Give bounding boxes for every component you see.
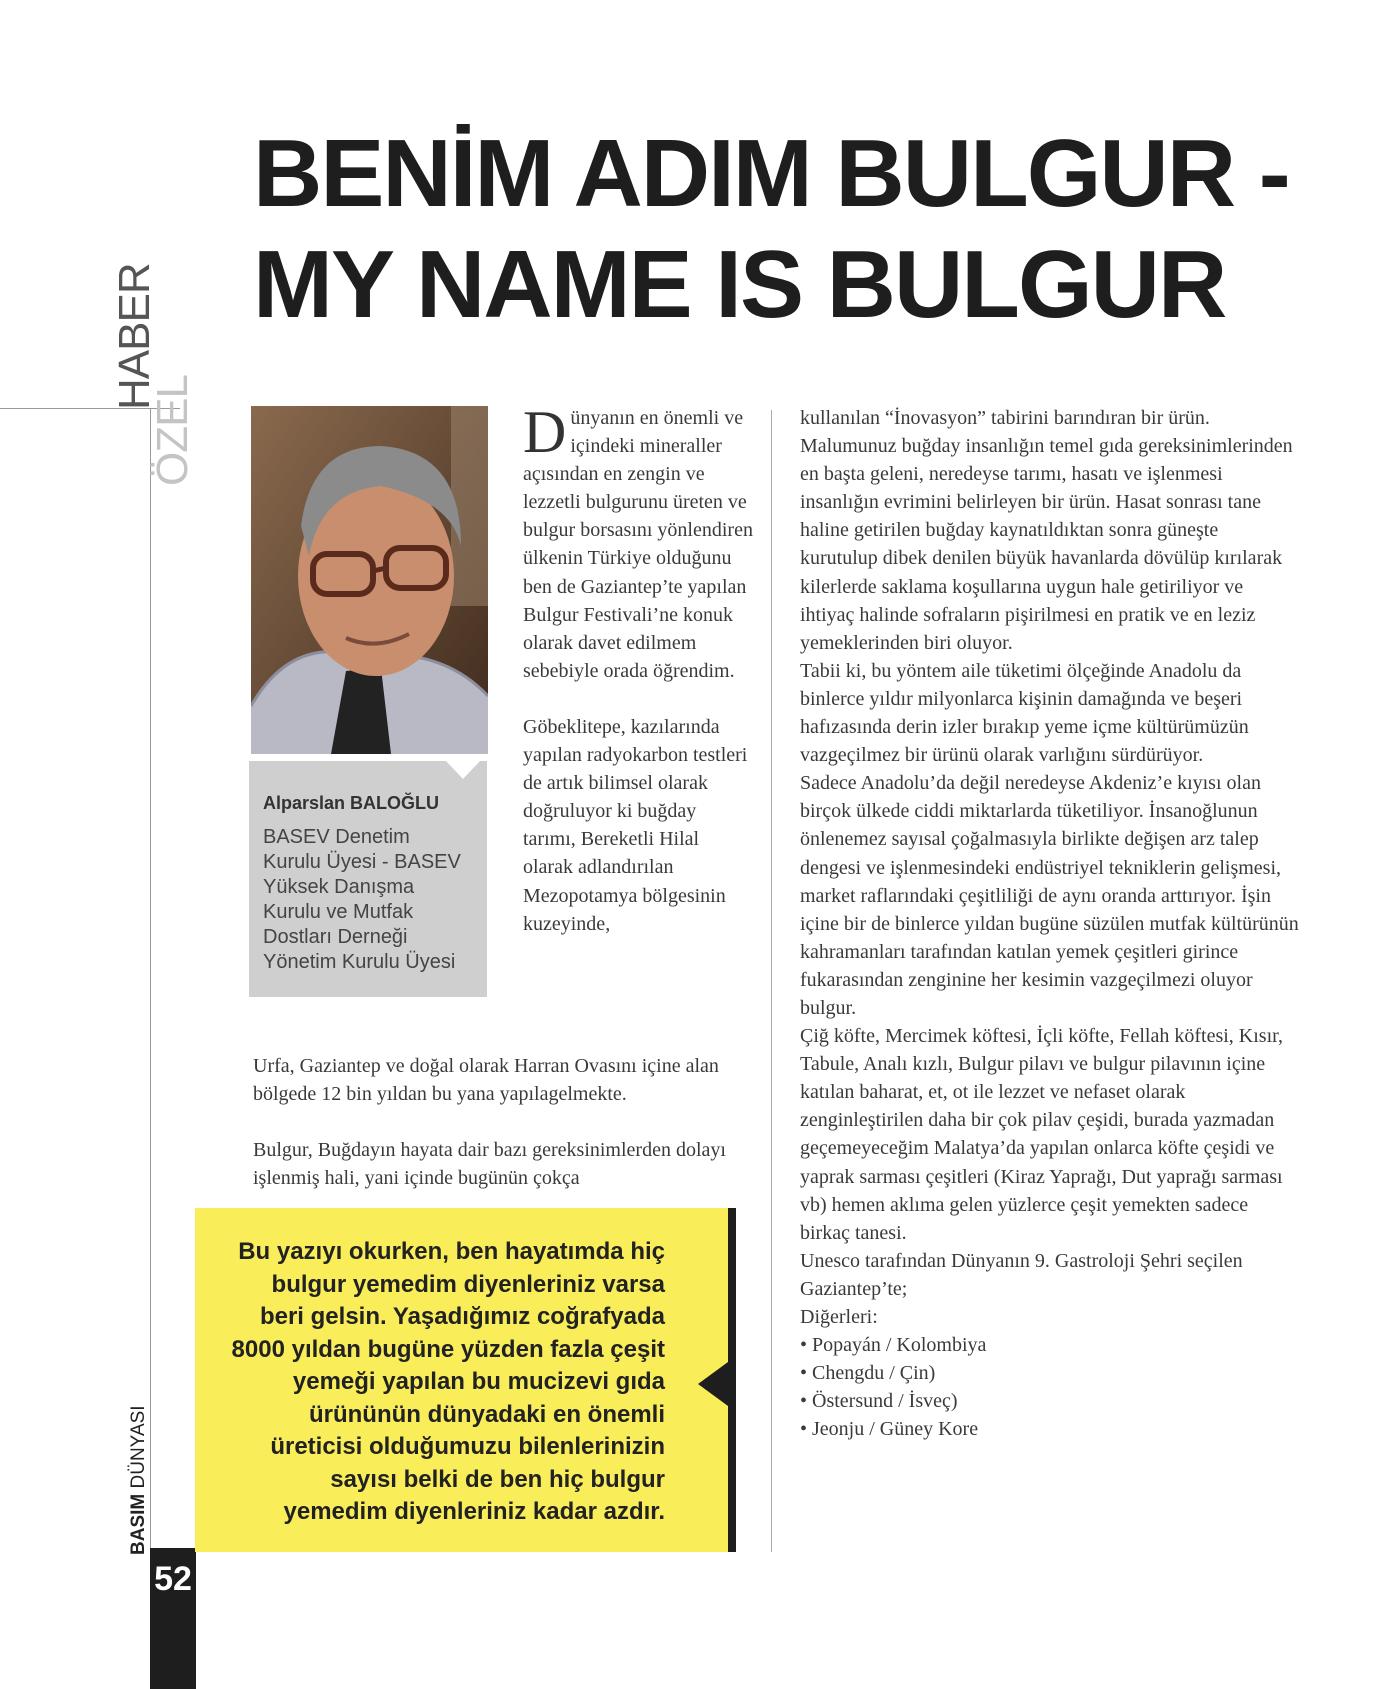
magazine-name-bold: BASIM xyxy=(128,1493,149,1555)
intro-paragraph xyxy=(523,399,753,685)
dishes-paragraph: Çiğ köfte, Mercimek köftesi, İçli köfte, Fellah köftesi, Kısır, Tabule, Analı kızlı, Bulgur pilavı ve bulgur pilavının içine katılan baharat, et, ot ile lezzet ve nefaset olarak zenginleştirilen daha bir çok pilav çeşidi, burada yazmadan geçemeyeceğim Malatya’da yapılan onlarca köfte çeşidi ve yaprak sarması çeşitleri (Kiraz Yaprağı, Dut yaprağı sarması vb) hemen aklıma gelen yüzlerce çeşit yemekten sadece birkaç tanesi. xyxy=(800,1025,1283,1244)
list-item: • Östersund / İsveç) xyxy=(800,1390,958,1413)
innovation-paragraph: kullanılan “İnovasyon” tabirini barındıran bir ürün. Malumunuz buğday insanlığın temel gıda gereksinimlerinden en başta geleni, neredeyse tarımı, hasatı ve işlenmesi insanlığın evrimini belirleyen bir ürün. Hasat sonrası tane haline getirilen buğday kaynatıldıktan sonra güneşte kurutulup dibek denilen büyük havanlarda dövülüp kırılarak kilerlerde saklama koşullarına uygun hale getiriliyor ve ihtiyaç halinde sofraların pişirilmesi en pratik ve en leziz yemeklerinden biri oluyor. xyxy=(800,407,1293,654)
unesco-paragraph: Unesco tarafından Dünyanın 9. Gastroloji Şehri seçilen Gaziantep’te; xyxy=(800,1249,1243,1300)
drop-cap: D xyxy=(523,399,567,465)
intro-paragraph-text: ünyanın en önemli ve içindeki mineraller açısından en zengin ve lezzetli bulgurunu üreten ve bulgur borsasını yönlendiren ülkenin Türkiye olduğunu ben de Gaziantep’te yapılan Bulgur Festivali’ne konuk olarak davet edilmem sebebiyle orada öğrendim. xyxy=(523,407,753,682)
right-column xyxy=(800,404,1300,1443)
pull-quote-bar xyxy=(728,1208,736,1552)
author-portrait-illustration xyxy=(251,406,488,754)
margin-vertical-rule xyxy=(150,408,151,1689)
magazine-name xyxy=(128,1405,150,1555)
author-role: BASEV Denetim Kurulu Üyesi - BASEV Yüksek Danışma Kurulu ve Mutfak Dostları Derneği Yönetim Kurulu Üyesi xyxy=(263,826,461,973)
mediterranean-paragraph: Sadece Anadolu’da değil neredeyse Akdeniz’e kıyısı olan birçok ülkede ciddi miktarlarda tüketiliyor. İnsanoğlunun önlenemez sayısal çoğalmasıyla birlikte değişen arz talep dengesi ve işlenmesindeki endüstriyel tekniklerin gelişmesi, market raflarındaki çeşitliliği de aynı oranda arttırıyor. İşin içine bir de binlerce yıldan bugüne süzülen mutfak kültürünün kahramanları tarafından katılan yemek çeşitleri girince fukarasından zenginine her kesimin vazgeçilmezi oluyor bulgur. xyxy=(800,772,1299,1019)
anatolia-paragraph: Tabii ki, bu yöntem aile tüketimi ölçeğinde Anadolu da binlerce yıldır milyonlarca kişinin damağında ve beşeri hafızasında derin izler bırakıp yeme içme kültürümüzün vazgeçilmez bir ürünü olarak varlığını sürdürüyor. xyxy=(800,659,1249,767)
harran-paragraph: Urfa, Gaziantep ve doğal olarak Harran Ovasını içine alan bölgede 12 bin yıldan bu yana yapılagelmekte. xyxy=(253,1055,719,1106)
gastronomy-cities-list xyxy=(800,1331,1300,1443)
article-title xyxy=(253,118,1353,340)
section-label-ozel: ÖZEL xyxy=(148,375,197,486)
page-number-tab xyxy=(150,1548,196,1689)
section-label-haber: HABER xyxy=(110,263,159,410)
page-number: 52 xyxy=(154,1560,192,1598)
pull-quote-arrow-icon xyxy=(698,1362,728,1406)
others-label: Diğerleri: xyxy=(800,1306,878,1328)
list-item: • Chengdu / Çin) xyxy=(800,1362,936,1385)
title-line-2: MY NAME IS BULGUR xyxy=(253,231,1226,338)
author-name: Alparslan BALOĞLU xyxy=(263,793,440,813)
magazine-name-light: DÜNYASI xyxy=(128,1405,149,1489)
list-item: • Jeonju / Güney Kore xyxy=(800,1418,979,1441)
intro-column xyxy=(523,399,753,938)
gobeklitepe-paragraph: Göbeklitepe, kazılarında yapılan radyokarbon testleri de artık bilimsel olarak doğruluyor ki buğday tarımı, Bereketli Hilal olarak adlandırılan Mezopotamya bölgesinin kuzeyinde, xyxy=(523,715,748,935)
pull-quote-text: Bu yazıyı okurken, ben hayatımda hiç bulgur yemedim diyenleriniz varsa beri gelsin. Yaşadığımız coğrafyada 8000 yıldan bugüne yüzden fazla çeşit yemeği yapılan bu mucizevi gıda ürününün dünyadaki en önemli üreticisi olduğumuzu bilenlerinizin sayısı belki de ben hiç bulgur yemedim diyenleriniz kadar azdır. xyxy=(231,1238,665,1525)
list-item: • Popayán / Kolombiya xyxy=(800,1334,987,1357)
wide-text-block xyxy=(253,1052,753,1192)
title-line-1: BENİM ADIM BULGUR - xyxy=(253,120,1289,227)
column-divider xyxy=(771,410,772,1552)
author-box-notch xyxy=(446,761,480,779)
author-photo xyxy=(251,406,488,754)
bulgur-definition-paragraph: Bulgur, Buğdayın hayata dair bazı gereksinimlerden dolayı işlenmiş hali, yani içinde bugünün çokça xyxy=(253,1139,726,1190)
